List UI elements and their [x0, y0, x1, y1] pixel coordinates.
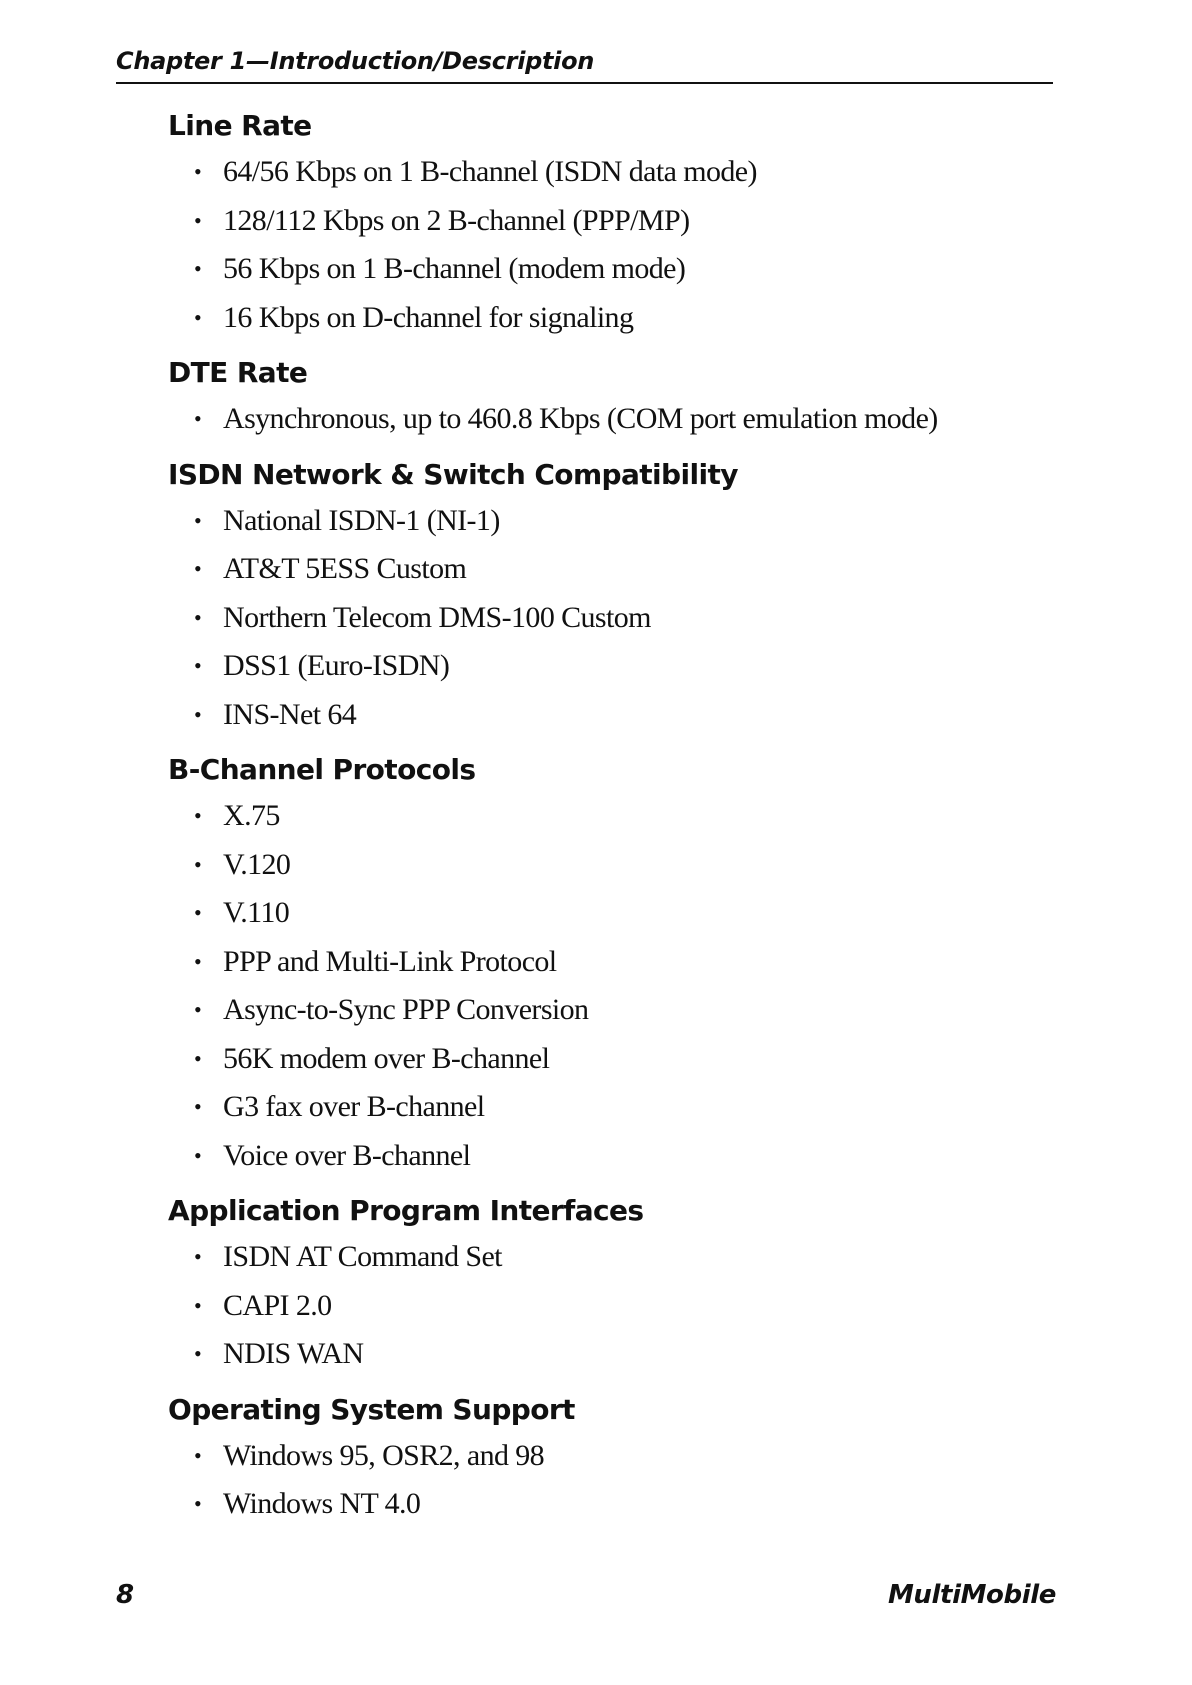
list-item: • DSS1 (Euro-ISDN) — [168, 642, 1068, 691]
list-item: • PPP and Multi-Link Protocol — [168, 938, 1068, 987]
section-heading: Application Program Interfaces — [168, 1194, 644, 1227]
section-operating-system-support — [168, 1388, 1068, 1529]
list-item: • X.75 — [168, 792, 1068, 841]
list-item: • Northern Telecom DMS-100 Custom — [168, 594, 1068, 643]
page-number: 8 — [116, 1580, 135, 1610]
page-header — [116, 46, 1053, 84]
bullet-list — [168, 497, 1068, 740]
list-item: • National ISDN-1 (NI-1) — [168, 497, 1068, 546]
product-name: MultiMobile — [887, 1580, 1056, 1610]
list-item: • 16 Kbps on D-channel for signaling — [168, 294, 1068, 343]
list-item: • AT&T 5ESS Custom — [168, 545, 1068, 594]
section-isdn-compatibility — [168, 453, 1068, 740]
list-item: • V.120 — [168, 841, 1068, 890]
list-item: • Async-to-Sync PPP Conversion — [168, 986, 1068, 1035]
spec-content — [168, 104, 1068, 1538]
list-item: • 56 Kbps on 1 B-channel (modem mode) — [168, 245, 1068, 294]
section-heading: B-Channel Protocols — [168, 753, 476, 786]
section-b-channel-protocols — [168, 748, 1068, 1180]
list-item: • Windows 95, OSR2, and 98 — [168, 1432, 1068, 1481]
list-item: • 128/112 Kbps on 2 B-channel (PPP/MP) — [168, 197, 1068, 246]
list-item: • NDIS WAN — [168, 1330, 1068, 1379]
list-item: • ISDN AT Command Set — [168, 1233, 1068, 1282]
bullet-list — [168, 395, 1068, 444]
bullet-list — [168, 792, 1068, 1180]
list-item: • V.110 — [168, 889, 1068, 938]
section-heading: DTE Rate — [168, 356, 308, 389]
bullet-list — [168, 1233, 1068, 1379]
list-item: • Asynchronous, up to 460.8 Kbps (COM port emulation mode) — [168, 395, 1068, 444]
list-item: • Voice over B-channel — [168, 1132, 1068, 1181]
list-item: • 64/56 Kbps on 1 B-channel (ISDN data mode) — [168, 148, 1068, 197]
page-footer — [116, 1577, 1056, 1613]
list-item: • INS-Net 64 — [168, 691, 1068, 740]
list-item: • CAPI 2.0 — [168, 1282, 1068, 1331]
bullet-list — [168, 1432, 1068, 1529]
list-item: • 56K modem over B-channel — [168, 1035, 1068, 1084]
section-application-program-interfaces — [168, 1189, 1068, 1379]
section-line-rate — [168, 104, 1068, 342]
list-item: • Windows NT 4.0 — [168, 1480, 1068, 1529]
list-item: • G3 fax over B-channel — [168, 1083, 1068, 1132]
bullet-list — [168, 148, 1068, 342]
section-heading: Line Rate — [168, 109, 312, 142]
section-heading: ISDN Network & Switch Compatibility — [168, 457, 738, 491]
section-heading: Operating System Support — [168, 1392, 575, 1426]
section-dte-rate — [168, 351, 1068, 444]
chapter-title: Chapter 1—Introduction/Description — [116, 47, 595, 75]
